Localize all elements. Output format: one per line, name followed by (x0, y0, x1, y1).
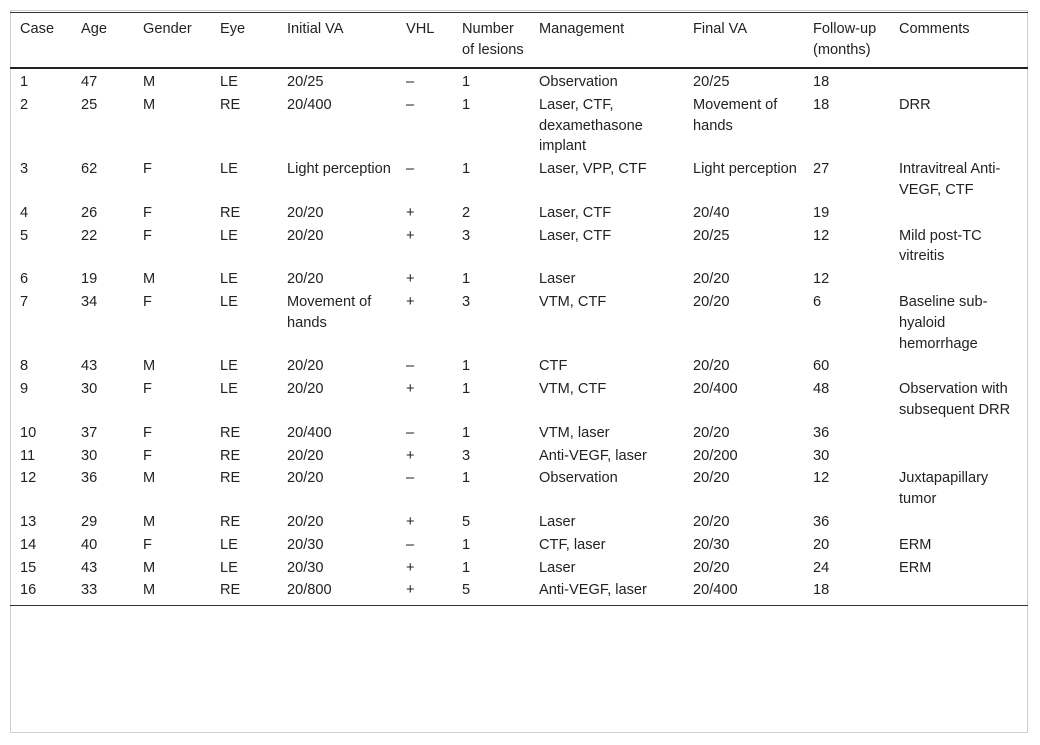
cell-age: 47 (81, 74, 98, 90)
cell-case: 10 (20, 424, 37, 441)
cell-final-va: Movement of hands (693, 96, 778, 134)
cell-management: Laser, CTF, dexamethasone implant (539, 96, 643, 155)
cell-initial-va: Movement of hands (287, 293, 372, 331)
cell-comments (889, 445, 1028, 468)
column-header-eye: Eye (220, 21, 246, 37)
cell-initial-va: 20/20 (287, 204, 324, 221)
cell-case: 8 (20, 358, 29, 375)
cell-case: 7 (20, 293, 29, 310)
cell-comments (889, 579, 1028, 605)
cell-case: 1 (20, 74, 29, 90)
cell-number-of-lesions: 1 (462, 381, 471, 398)
cell-final-va: 20/20 (693, 513, 730, 530)
cell-comments (889, 422, 1028, 445)
cell-comments: Juxtapapillary tumor (899, 470, 989, 508)
cell-final-va: 20/20 (693, 271, 730, 288)
cell-follow-up: 30 (813, 447, 830, 464)
cell-final-va: 20/25 (693, 227, 730, 244)
cell-final-va: 20/20 (693, 293, 730, 310)
cell-management: VTM, CTF (539, 381, 607, 398)
cell-vhl: – (406, 161, 415, 178)
cell-follow-up: 24 (813, 559, 830, 576)
cell-number-of-lesions: 2 (462, 204, 471, 221)
cell-age: 30 (81, 447, 98, 464)
table-row (10, 225, 1028, 269)
cell-age: 19 (81, 271, 98, 288)
cell-initial-va: 20/30 (287, 536, 324, 553)
cell-eye: LE (220, 271, 238, 288)
cell-initial-va: 20/20 (287, 447, 324, 464)
cell-case: 2 (20, 96, 29, 113)
cell-comments: DRR (899, 96, 931, 113)
cell-initial-va: 20/30 (287, 559, 324, 576)
cell-eye: RE (220, 582, 241, 599)
cell-follow-up: 12 (813, 227, 830, 244)
cell-eye: LE (220, 536, 238, 553)
column-header-age: Age (81, 21, 107, 37)
cell-gender: M (143, 582, 156, 599)
cell-management: VTM, laser (539, 424, 610, 441)
cell-eye: RE (220, 470, 241, 487)
cell-management: CTF, laser (539, 536, 606, 553)
cell-final-va: 20/20 (693, 358, 730, 375)
cell-follow-up: 27 (813, 161, 830, 178)
cell-gender: F (143, 381, 152, 398)
cell-gender: F (143, 293, 152, 310)
table-row (10, 68, 1028, 94)
table-row (10, 445, 1028, 468)
cell-comments (889, 268, 1028, 291)
cell-vhl: – (406, 358, 415, 375)
cell-management: Observation (539, 74, 618, 90)
cell-case: 16 (20, 582, 37, 599)
cell-number-of-lesions: 1 (462, 559, 471, 576)
cell-vhl: + (406, 447, 415, 464)
cell-management: Laser (539, 513, 576, 530)
cell-initial-va: Light perception (287, 161, 391, 178)
cell-vhl: + (406, 227, 415, 244)
cell-comments: ERM (899, 536, 932, 553)
table-body (10, 68, 1028, 606)
cell-case: 12 (20, 470, 37, 487)
cell-eye: RE (220, 513, 241, 530)
cell-gender: F (143, 447, 152, 464)
table-row (10, 557, 1028, 580)
cell-follow-up: 18 (813, 74, 830, 90)
cell-gender: M (143, 96, 156, 113)
cell-eye: RE (220, 447, 241, 464)
cell-vhl: + (406, 381, 415, 398)
column-header-final-va: Final VA (693, 21, 748, 37)
header-row (10, 13, 1028, 69)
table-row (10, 202, 1028, 225)
cell-vhl: + (406, 204, 415, 221)
cell-vhl: + (406, 582, 415, 599)
cell-comments (889, 511, 1028, 534)
table-row (10, 268, 1028, 291)
cell-age: 40 (81, 536, 98, 553)
cell-number-of-lesions: 3 (462, 227, 471, 244)
cell-case: 14 (20, 536, 37, 553)
cell-initial-va: 20/20 (287, 227, 324, 244)
table-row (10, 579, 1028, 605)
table-row (10, 94, 1028, 158)
cell-management: Laser, CTF (539, 204, 612, 221)
cell-age: 30 (81, 381, 98, 398)
cell-number-of-lesions: 3 (462, 447, 471, 464)
cell-vhl: – (406, 96, 415, 113)
cell-comments: Baseline sub-hyaloid hemorrhage (899, 293, 988, 352)
cell-management: Laser, CTF (539, 227, 612, 244)
table-row (10, 378, 1028, 422)
cell-management: VTM, CTF (539, 293, 607, 310)
cell-age: 22 (81, 227, 98, 244)
cell-vhl: + (406, 513, 415, 530)
cell-management: Laser (539, 559, 576, 576)
cell-eye: RE (220, 424, 241, 441)
cell-eye: LE (220, 74, 238, 90)
cell-comments (889, 68, 1028, 94)
cell-follow-up: 12 (813, 470, 830, 487)
cell-eye: RE (220, 204, 241, 221)
cell-final-va: 20/400 (693, 582, 738, 599)
cell-comments (889, 202, 1028, 225)
cell-number-of-lesions: 1 (462, 536, 471, 553)
cell-follow-up: 48 (813, 381, 830, 398)
cell-number-of-lesions: 1 (462, 358, 471, 375)
cell-gender: M (143, 470, 156, 487)
cell-case: 15 (20, 559, 37, 576)
cell-management: CTF (539, 358, 568, 375)
cell-vhl: – (406, 74, 415, 90)
cell-follow-up: 18 (813, 582, 830, 599)
cell-age: 29 (81, 513, 98, 530)
cell-eye: LE (220, 358, 238, 375)
cell-gender: F (143, 161, 152, 178)
cell-final-va: 20/30 (693, 536, 730, 553)
cell-number-of-lesions: 1 (462, 96, 471, 113)
cell-case: 3 (20, 161, 29, 178)
cell-follow-up: 12 (813, 271, 830, 288)
cell-age: 37 (81, 424, 98, 441)
cell-age: 62 (81, 161, 98, 178)
cell-gender: M (143, 358, 156, 375)
cell-initial-va: 20/20 (287, 381, 324, 398)
cell-comments (889, 355, 1028, 378)
cell-case: 9 (20, 381, 29, 398)
cell-final-va: 20/20 (693, 559, 730, 576)
cell-vhl: – (406, 470, 415, 487)
cell-initial-va: 20/25 (287, 74, 324, 90)
cell-management: Observation (539, 470, 618, 487)
cell-final-va: Light perception (693, 161, 797, 178)
cell-case: 11 (20, 447, 36, 464)
cell-comments: Observation with subsequent DRR (899, 381, 1011, 418)
cell-number-of-lesions: 1 (462, 271, 471, 288)
table-row (10, 534, 1028, 557)
cell-gender: F (143, 227, 152, 244)
cell-vhl: – (406, 424, 415, 441)
cell-number-of-lesions: 1 (462, 470, 471, 487)
column-header-comments: Comments (899, 21, 970, 37)
cell-gender: F (143, 424, 152, 441)
cell-follow-up: 18 (813, 96, 830, 113)
table-row (10, 291, 1028, 355)
cell-case: 6 (20, 271, 29, 288)
cell-number-of-lesions: 5 (462, 513, 471, 530)
column-header-number-of-lesions: Number of lesions (462, 21, 524, 58)
cell-management: Laser (539, 271, 576, 288)
cell-follow-up: 19 (813, 204, 830, 221)
cell-final-va: 20/25 (693, 74, 730, 90)
column-header-management: Management (539, 21, 625, 37)
cell-eye: RE (220, 96, 241, 113)
cell-follow-up: 36 (813, 513, 830, 530)
cell-management: Anti-VEGF, laser (539, 582, 647, 599)
cell-age: 25 (81, 96, 98, 113)
cell-gender: M (143, 513, 156, 530)
cell-initial-va: 20/20 (287, 358, 324, 375)
table-row (10, 511, 1028, 534)
cell-final-va: 20/200 (693, 447, 738, 464)
cell-follow-up: 6 (813, 293, 822, 310)
cell-follow-up: 20 (813, 536, 830, 553)
cell-vhl: + (406, 293, 415, 310)
table-row (10, 158, 1028, 202)
cell-gender: F (143, 536, 152, 553)
cell-eye: LE (220, 293, 238, 310)
cell-number-of-lesions: 1 (462, 424, 471, 441)
cell-final-va: 20/400 (693, 381, 738, 398)
cell-comments: ERM (899, 559, 932, 576)
cell-age: 33 (81, 582, 98, 599)
column-header-initial-va: Initial VA (287, 21, 344, 37)
cell-vhl: + (406, 559, 415, 576)
cell-initial-va: 20/800 (287, 582, 332, 599)
cell-age: 43 (81, 559, 98, 576)
cell-eye: LE (220, 161, 238, 178)
cell-initial-va: 20/400 (287, 424, 332, 441)
cell-follow-up: 36 (813, 424, 830, 441)
cell-age: 43 (81, 358, 98, 375)
cell-number-of-lesions: 5 (462, 582, 471, 599)
cell-gender: M (143, 271, 156, 288)
cell-initial-va: 20/400 (287, 96, 332, 113)
table-row (10, 355, 1028, 378)
cell-age: 34 (81, 293, 98, 310)
cell-final-va: 20/20 (693, 424, 730, 441)
column-header-gender: Gender (143, 21, 192, 37)
cell-follow-up: 60 (813, 358, 830, 375)
cell-case: 4 (20, 204, 29, 221)
column-header-vhl: VHL (406, 21, 435, 37)
cell-case: 13 (20, 513, 37, 530)
case-table (10, 12, 1028, 606)
cell-gender: M (143, 559, 156, 576)
cell-case: 5 (20, 227, 29, 244)
cell-initial-va: 20/20 (287, 271, 324, 288)
cell-comments: Mild post-TC vitreitis (899, 227, 982, 265)
cell-number-of-lesions: 1 (462, 74, 471, 90)
cell-eye: LE (220, 227, 238, 244)
cell-final-va: 20/20 (693, 470, 730, 487)
cell-number-of-lesions: 1 (462, 161, 471, 178)
table-row (10, 467, 1028, 511)
cell-age: 36 (81, 470, 98, 487)
cell-initial-va: 20/20 (287, 513, 324, 530)
cell-comments: Intravitreal Anti-VEGF, CTF (899, 161, 1001, 198)
column-header-case: Case (20, 21, 55, 37)
table-row (10, 422, 1028, 445)
cell-management: Anti-VEGF, laser (539, 447, 647, 464)
cell-gender: F (143, 204, 152, 221)
cell-vhl: + (406, 271, 415, 288)
cell-initial-va: 20/20 (287, 470, 324, 487)
cell-final-va: 20/40 (693, 204, 730, 221)
cell-eye: LE (220, 381, 238, 398)
cell-eye: LE (220, 559, 238, 576)
cell-age: 26 (81, 204, 98, 221)
cell-gender: M (143, 74, 156, 90)
cell-vhl: – (406, 536, 415, 553)
cell-management: Laser, VPP, CTF (539, 161, 647, 178)
cell-number-of-lesions: 3 (462, 293, 471, 310)
column-header-follow-up: Follow-up (months) (813, 21, 877, 58)
